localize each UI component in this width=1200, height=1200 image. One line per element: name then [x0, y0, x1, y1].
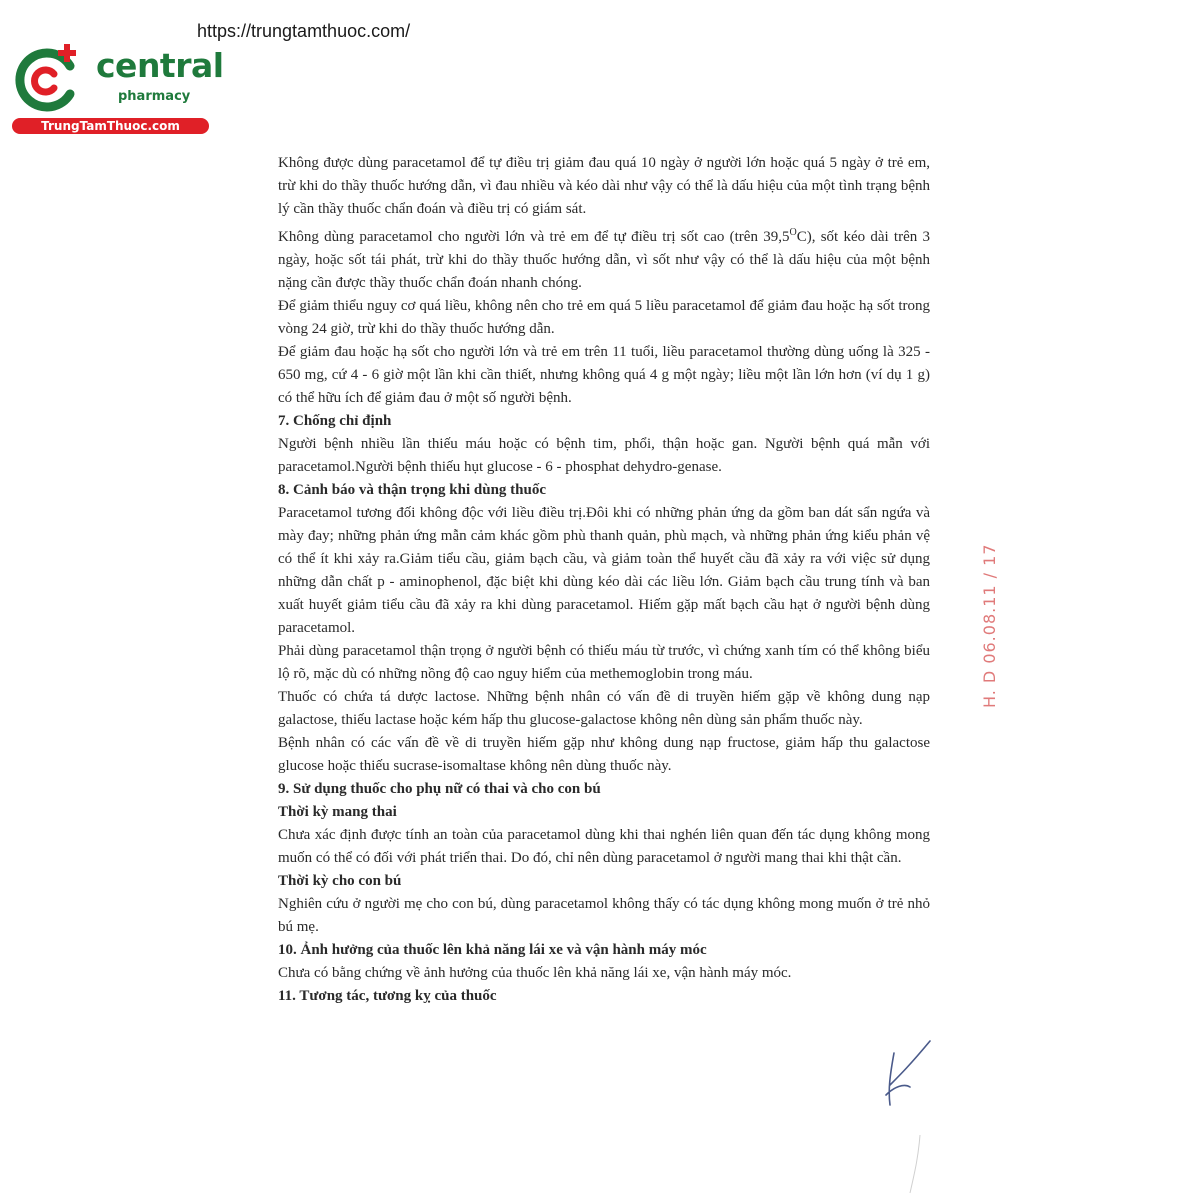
subsection-heading: Thời kỳ cho con bú: [278, 873, 402, 889]
logo-site-band: TrungTamThuoc.com: [12, 118, 209, 134]
section-heading: 10. Ảnh hưởng của thuốc lên khả năng lái xe và vận hành máy móc: [278, 942, 707, 958]
paragraph: Paracetamol tương đối không độc với liều điều trị.Đôi khi có những phản ứng da gồm ban dát sẩn ngứa và mày đay; những phản ứng mẫn cảm khác gồm phù thanh quản, phù mạch, và những phản ứng kiểu phản vệ có thể ít khi xảy ra.Giảm tiểu cầu, giảm bạch cầu, và giảm toàn thể huyết cầu đã xảy ra với việc sử dụng những dẫn chất p - aminophenol, đặc biệt khi dùng kéo dài các liều lớn. Giảm bạch cầu trung tính và ban xuất huyết giảm tiểu cầu đã xảy ra khi dùng paracetamol. Hiếm gặp mất bạch cầu hạt ở người bệnh dùng paracetamol.: [278, 505, 930, 636]
logo-wordmark: central: [96, 46, 224, 85]
stamp-text: H. D 06.08.11 / 17: [980, 543, 999, 708]
paragraph: Thuốc có chứa tá dược lactose. Những bệnh nhân có vấn đề di truyền hiếm gặp về không dung nạp galactose, thiếu lactase hoặc kém hấp thu glucose-galactose không nên dùng sản phẩm thuốc này.: [278, 689, 930, 728]
logo-mark-icon: [10, 38, 90, 118]
signature-icon: [880, 1035, 940, 1195]
paragraph: Chưa xác định được tính an toàn của paracetamol dùng khi thai nghén liên quan đến tác dụng không mong muốn có thể có đối với phát triển thai. Do đó, chỉ nên dùng paracetamol ở người mang thai khi thật cần.: [278, 827, 930, 866]
section-heading: 8. Cảnh báo và thận trọng khi dùng thuốc: [278, 482, 547, 498]
paragraph: Không được dùng paracetamol để tự điều trị giảm đau quá 10 ngày ở người lớn hoặc quá 5 ngày ở trẻ em, trừ khi do thầy thuốc hướng dẫn, vì đau nhiều và kéo dài như vậy có thể là dấu hiệu của một tình trạng bệnh lý cần thầy thuốc chẩn đoán và điều trị có giám sát.: [278, 155, 930, 217]
source-url[interactable]: https://trungtamthuoc.com/: [197, 21, 411, 41]
subsection-heading: Thời kỳ mang thai: [278, 804, 397, 820]
paragraph: Để giảm thiểu nguy cơ quá liều, không nên cho trẻ em quá 5 liều paracetamol để giảm đau hoặc hạ sốt trong vòng 24 giờ, trừ khi do thầy thuốc hướng dẫn.: [278, 298, 930, 337]
paragraph: [278, 221, 930, 295]
paragraph: Chưa có bằng chứng về ảnh hưởng của thuốc lên khả năng lái xe, vận hành máy móc.: [278, 965, 792, 981]
paragraph: Để giảm đau hoặc hạ sốt cho người lớn và trẻ em trên 11 tuổi, liều paracetamol thường dùng uống là 325 - 650 mg, cứ 4 - 6 giờ một lần khi cần thiết, nhưng không quá 4 g một ngày; liều một lần lớn hơn (ví dụ 1 g) có thể hữu ích để giảm đau ở một số người bệnh.: [278, 344, 930, 406]
section-heading: 11. Tương tác, tương kỵ của thuốc: [278, 988, 497, 1004]
pharmacy-logo[interactable]: [10, 38, 224, 138]
paragraph: Phải dùng paracetamol thận trọng ở người bệnh có thiếu máu từ trước, vì chứng xanh tím có thể không biểu lộ rõ, mặc dù có những nồng độ cao nguy hiểm của methemoglobin trong máu.: [278, 643, 930, 682]
paragraph: Nghiên cứu ở người mẹ cho con bú, dùng paracetamol không thấy có tác dụng không mong muốn ở trẻ nhỏ bú mẹ.: [278, 896, 930, 935]
section-heading: 7. Chống chỉ định: [278, 413, 392, 429]
section-heading: 9. Sử dụng thuốc cho phụ nữ có thai và cho con bú: [278, 781, 601, 797]
paragraph-text: C), sốt kéo dài trên 3 ngày, hoặc sốt tái phát, trừ khi do thầy thuốc hướng dẫn, vì sốt như vậy có thể là dấu hiệu của một bệnh nặng cần được thầy thuốc chẩn đoán nhanh chóng.: [278, 229, 931, 291]
paragraph: Người bệnh nhiều lần thiếu máu hoặc có bệnh tim, phổi, thận hoặc gan. Người bệnh quá mẫn với paracetamol.Người bệnh thiếu hụt glucose - 6 - phosphat dehydro-genase.: [278, 436, 930, 475]
document-body: [278, 152, 930, 1008]
approval-stamp: [968, 543, 1018, 712]
paragraph-text: Không dùng paracetamol cho người lớn và trẻ em để tự điều trị sốt cao (trên 39,5: [278, 229, 790, 245]
degree-superscript: O: [789, 227, 797, 238]
logo-subtitle: pharmacy: [118, 89, 191, 104]
paragraph: Bệnh nhân có các vấn đề về di truyền hiếm gặp như không dung nạp fructose, giảm hấp thu galactose glucose hoặc thiếu sucrase-isomaltase không nên dùng thuốc này.: [278, 735, 930, 774]
